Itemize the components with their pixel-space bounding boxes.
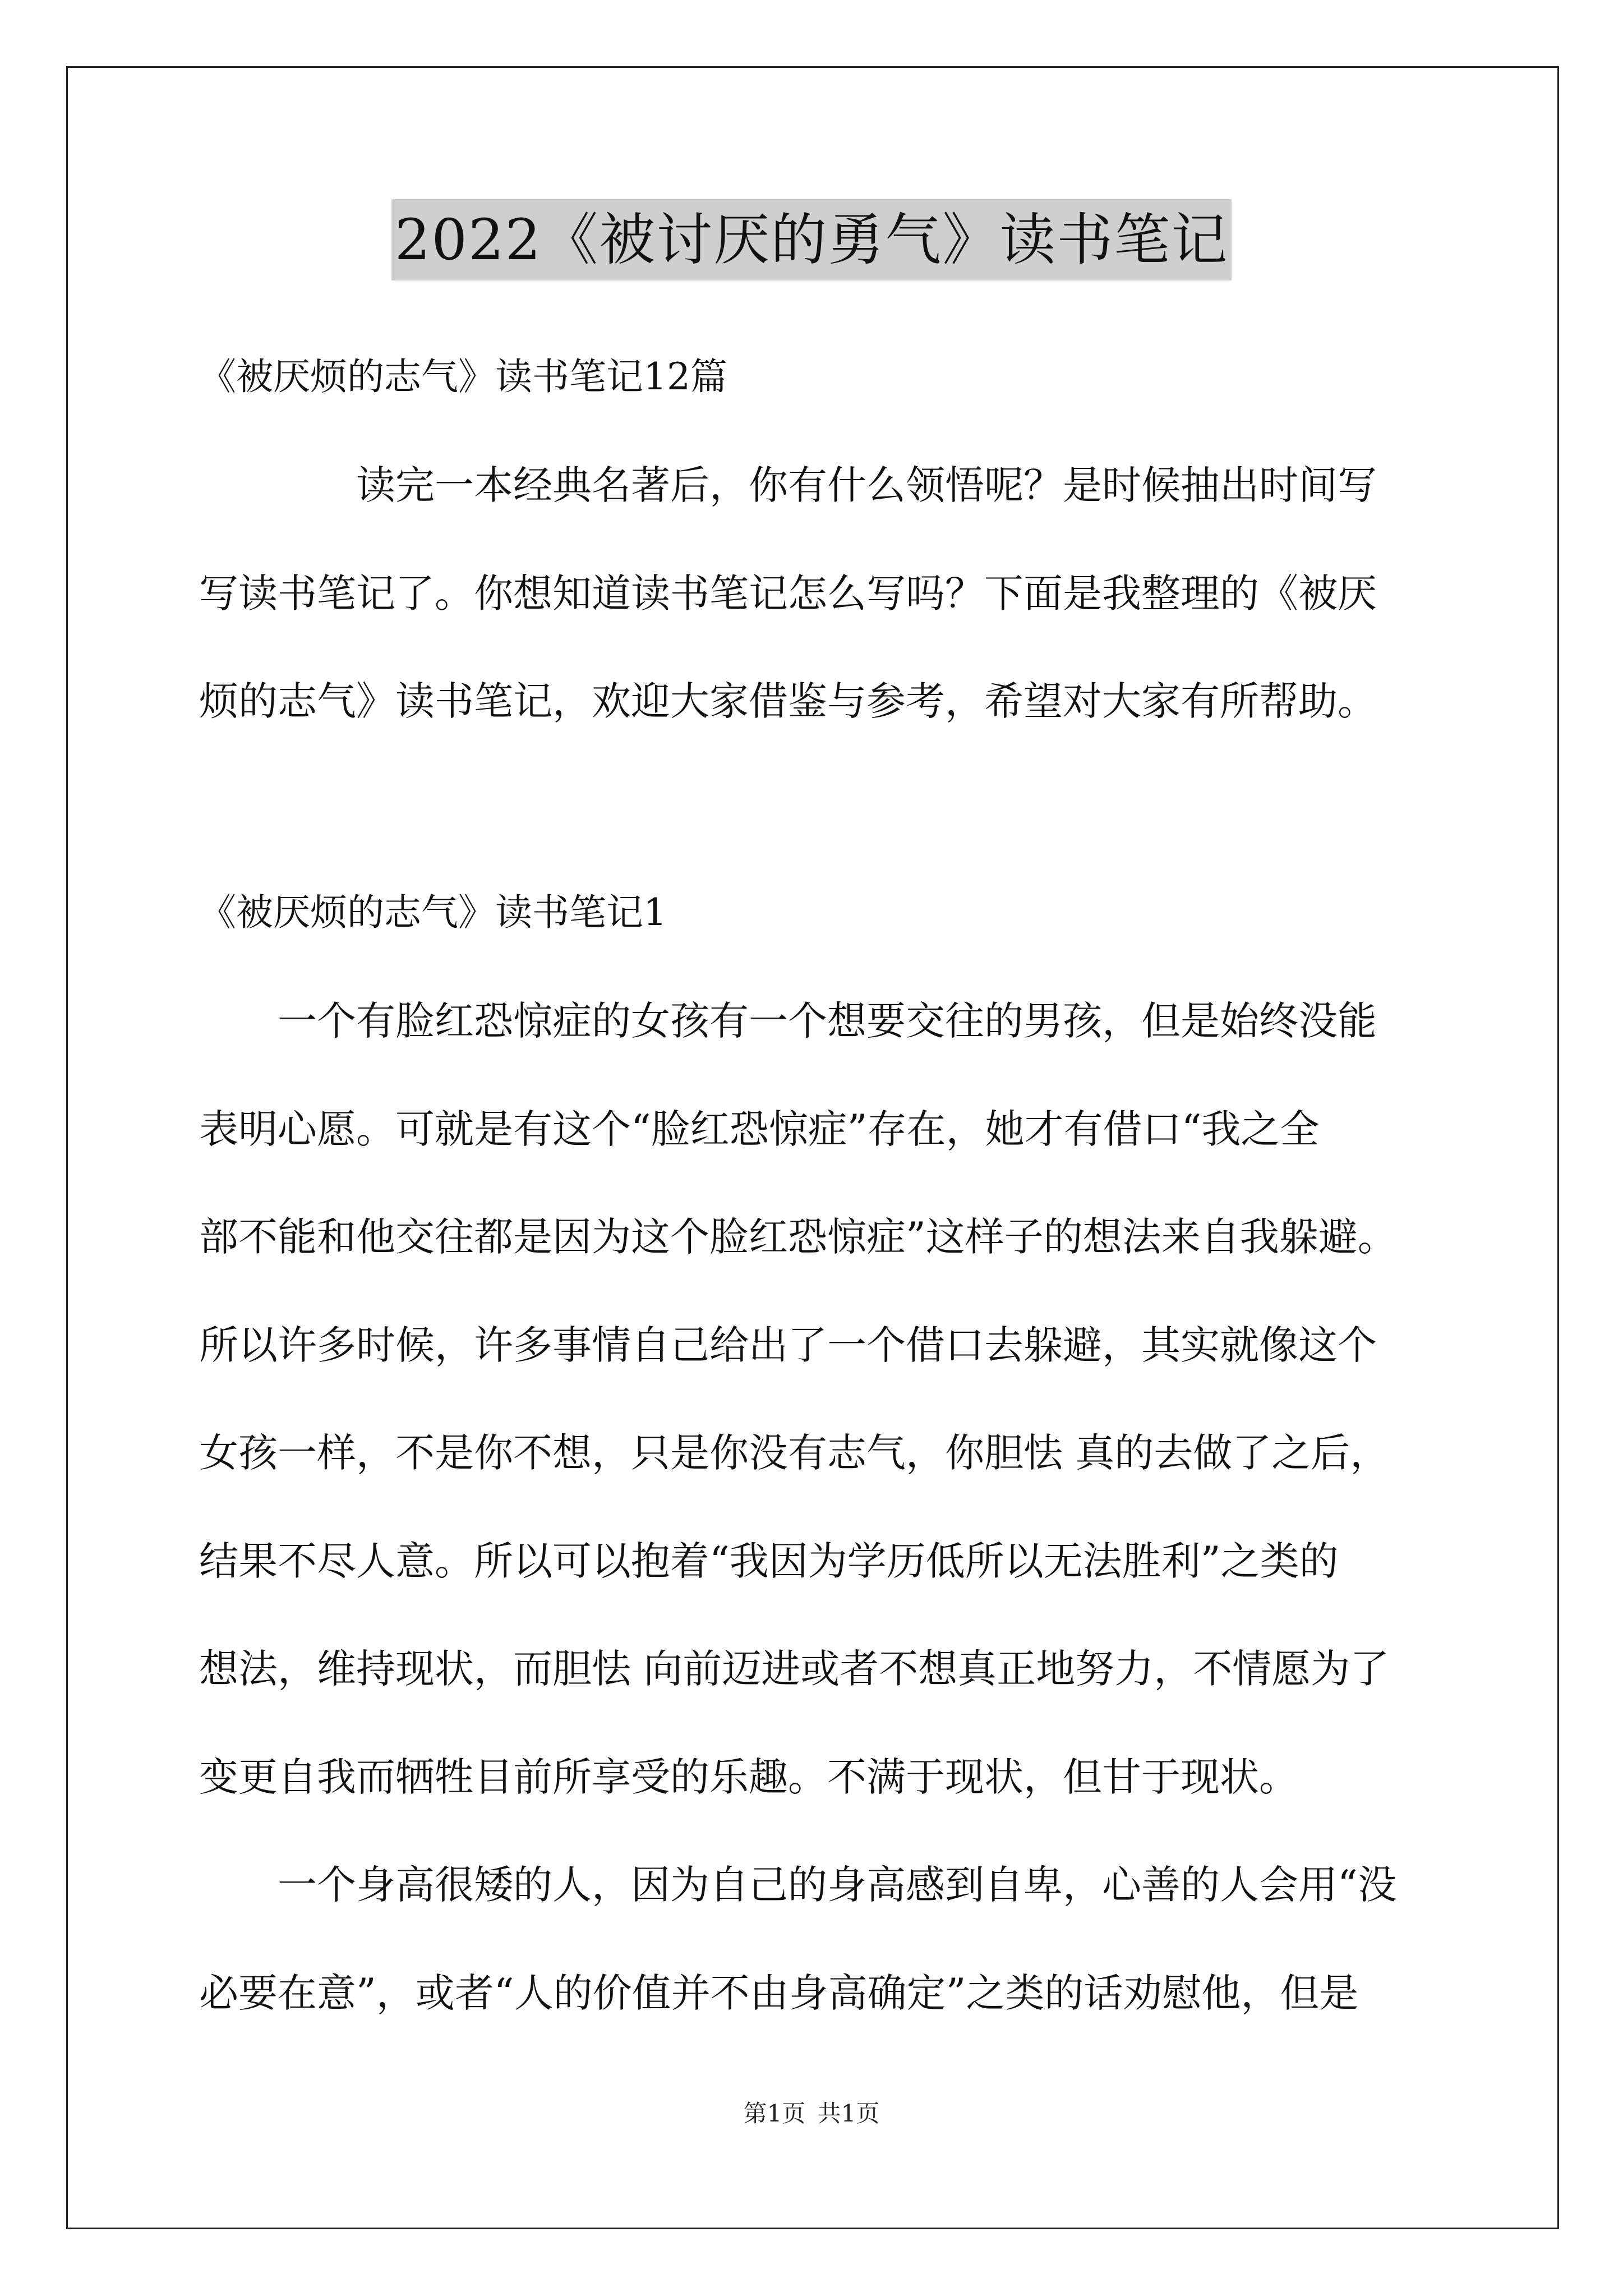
body-line-3: 部不能和他交往都是因为这个脸红恐惊症”这样子的想法来自我躲避。 (199, 1214, 1397, 1260)
body-line-9: 一个身高很矮的人，因为自己的身高感到自卑，心善的人会用“没 (278, 1862, 1397, 1908)
intro-line-3: 烦的志气》读书笔记，欢迎大家借鉴与参考，希望对大家有所帮助。 (199, 678, 1377, 724)
document-title: 2022《被讨厌的勇气》读书笔记 (391, 199, 1232, 280)
subtitle: 《被厌烦的志气》读书笔记12篇 (199, 355, 727, 398)
page-total: 共1页 (817, 2100, 880, 2127)
page-number: 第1页 (743, 2100, 806, 2127)
section-heading: 《被厌烦的志气》读书笔记1 (199, 891, 667, 934)
intro-line-2: 写读书笔记了。你想知道读书笔记怎么写吗？下面是我整理的《被厌 (199, 570, 1377, 616)
body-line-4: 所以许多时候，许多事情自己给出了一个借口去躲避，其实就像这个 (199, 1322, 1377, 1368)
body-line-5: 女孩一样，不是你不想，只是你没有志气，你胆怯 真的去做了之后， (199, 1430, 1390, 1476)
title-container (0, 199, 1623, 280)
body-line-6: 结果不尽人意。所以可以抱着“我因为学历低所以无法胜利”之类的 (199, 1538, 1339, 1584)
body-line-1: 一个有脸红恐惊症的女孩有一个想要交往的男孩，但是始终没能 (278, 998, 1377, 1044)
body-line-7: 想法，维持现状，而胆怯 向前迈进或者不想真正地努力，不情愿为了 (199, 1646, 1390, 1692)
body-line-10: 必要在意”，或者“人的价值并不由身高确定”之类的话劝慰他，但是 (199, 1970, 1359, 2016)
page-footer (0, 2097, 1623, 2131)
body-line-2: 表明心愿。可就是有这个“脸红恐惊症”存在，她才有借口“我之全 (199, 1106, 1320, 1152)
intro-line-1: 读完一本经典名著后，你有什么领悟呢？是时候抽出时间写 (356, 462, 1377, 508)
body-line-8: 变更自我而牺牲目前所享受的乐趣。不满于现状，但甘于现状。 (199, 1754, 1298, 1800)
